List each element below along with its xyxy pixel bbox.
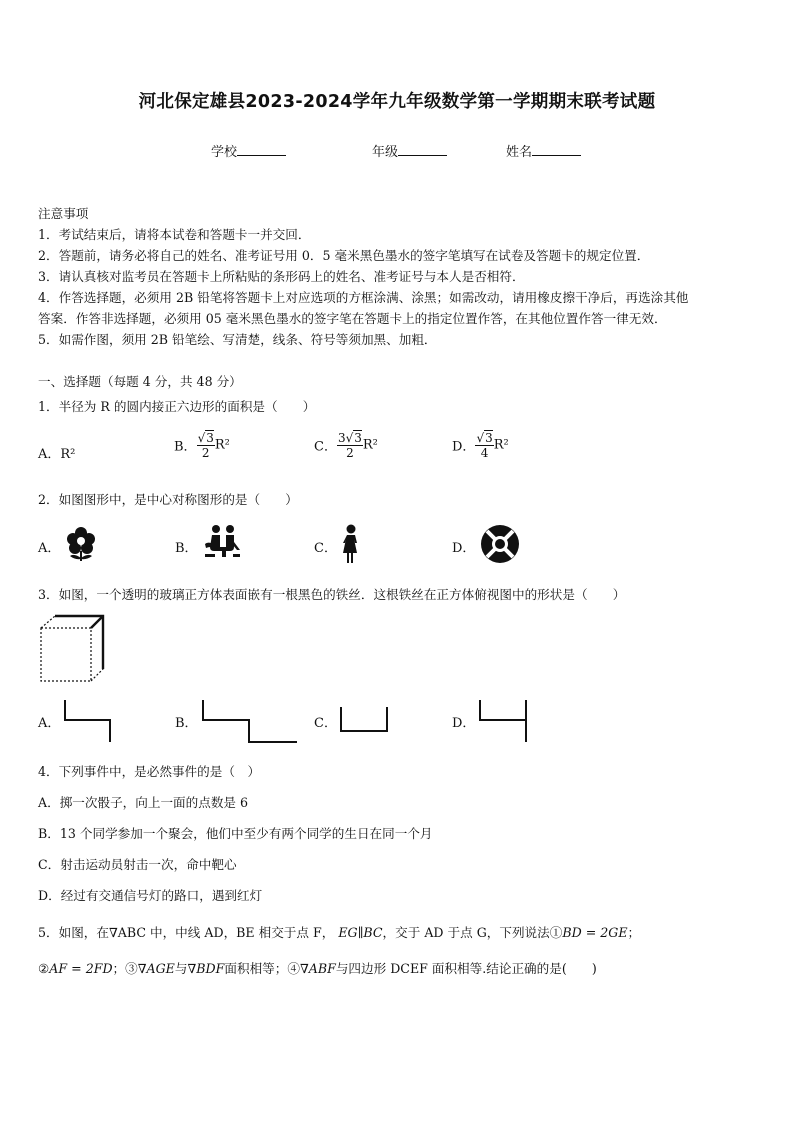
q5-text: 与∇ <box>174 961 197 976</box>
q1-b-radicand: 3 <box>206 431 214 445</box>
q4-option: C．射击运动员射击一次，命中靶心 <box>38 857 237 872</box>
section-heading: 一、选择题（每题 4 分，共 48 分） <box>38 374 242 389</box>
q1-c-den: 2 <box>346 446 354 460</box>
q3-shape-b <box>200 698 300 744</box>
q2-option-d-label: D． <box>452 541 476 556</box>
grade-label: 年级 <box>372 145 399 160</box>
name-field <box>506 141 581 160</box>
q5-math: BDF <box>196 961 225 976</box>
school-blank <box>237 143 286 156</box>
q1-b-label: B． <box>174 439 197 455</box>
q1-d-r2: R² <box>493 437 509 453</box>
q3-option-b-label: B． <box>175 716 198 731</box>
q1-d-fraction: $\frac{√3}{4}$ <box>476 431 493 460</box>
q1-c-r2: R² <box>362 437 378 453</box>
q3-option-c-label: C． <box>314 716 337 731</box>
q1-c-fraction: $\frac{3√3}{2}$ <box>337 431 362 460</box>
q1-c-label: C． <box>314 439 337 455</box>
q5-math: AGE <box>146 961 175 976</box>
q3-shape-c <box>338 705 392 735</box>
grade-blank <box>398 143 447 156</box>
q2-option-c-label: C． <box>314 541 337 556</box>
question-4-stem: 4．下列事件中，是必然事件的是（ ） <box>38 764 261 779</box>
question-5-line-2 <box>38 958 597 977</box>
notice-item: 1．考试结束后，请将本试卷和答题卡一并交回． <box>38 227 311 242</box>
q5-math: AF = 2FD <box>49 961 113 976</box>
q4-option: A．掷一次骰子，向上一面的点数是 6 <box>38 795 249 810</box>
q1-d-label: D． <box>452 439 476 455</box>
woman-icon <box>340 524 362 564</box>
school-field <box>211 141 286 160</box>
grade-field <box>372 141 447 160</box>
name-blank <box>532 143 581 156</box>
question-5-line-1 <box>38 922 640 941</box>
notice-item: 4．作答选择题，必须用 2B 铅笔将答题卡上对应选项的方框涂满、涂黑；如需改动，请用橡皮擦干净后，再选涂其他 <box>38 290 689 305</box>
q5-text: 5．如图，在∇ABC 中，中线 AD，BE 相交于点 F， <box>38 925 335 940</box>
q5-text: ，交于 AD 于点 G，下列说法① <box>382 925 563 940</box>
q3-shape-d <box>477 698 531 746</box>
q1-option-a: A．R² <box>38 447 76 462</box>
q1-b-r2: R² <box>214 437 230 453</box>
q4-option: B．13 个同学参加一个聚会，他们中至少有两个同学的生日在同一个月 <box>38 826 433 841</box>
q5-text: ； <box>627 925 641 940</box>
q5-text: ；③∇ <box>112 961 147 976</box>
name-label: 姓名 <box>506 145 533 160</box>
notice-item: 2．答题前，请务必将自己的姓名、准考证号用 0．5 毫米黑色墨水的签字笔填写在试卷及答题卡的规定位置． <box>38 248 650 263</box>
q3-shape-a <box>62 698 116 744</box>
notice-item: 3．请认真核对监考员在答题卡上所粘贴的条形码上的姓名、准考证号与本人是否相符． <box>38 269 525 284</box>
q5-math: EG∥BC <box>338 925 383 940</box>
notice-item: 答案．作答非选择题，必须用 05 毫米黑色墨水的签字笔在答题卡上的指定位置作答，在其他位置作答一律无效． <box>38 311 667 326</box>
cube-figure <box>38 614 106 684</box>
q5-text: 与四边形 DCEF 面积相等.结论正确的是( ) <box>335 961 597 976</box>
q5-text: ② <box>38 961 50 976</box>
flower-icon <box>64 525 98 563</box>
q4-option: D．经过有交通信号灯的路口，遇到红灯 <box>38 888 263 903</box>
q1-option-b <box>174 430 230 460</box>
q1-b-den: 2 <box>201 446 210 460</box>
q3-option-a-label: A． <box>38 716 61 731</box>
q2-option-a-label: A． <box>38 541 61 556</box>
q1-b-fraction: $\frac{√3}{2}$ <box>197 431 214 460</box>
q1-d-radicand: 3 <box>485 431 493 445</box>
people-sitting-icon <box>203 524 243 562</box>
question-3-stem: 3．如图，一个透明的玻璃正方体表面嵌有一根黑色的铁丝．这根铁丝在正方体俯视图中的形状是（ ） <box>38 587 626 602</box>
q1-option-d <box>452 430 509 460</box>
q5-text: 面积相等；④∇ <box>224 961 309 976</box>
q3-option-d-label: D． <box>452 716 476 731</box>
q1-d-den: 4 <box>480 446 489 460</box>
question-2-stem: 2．如图图形中，是中心对称图形的是（ ） <box>38 492 298 507</box>
q5-math: BD = 2GE <box>562 925 628 940</box>
school-label: 学校 <box>211 145 238 160</box>
notice-heading: 注意事项 <box>38 206 89 221</box>
page-title: 河北保定雄县2023-2024学年九年级数学第一学期期末联考试题 <box>138 92 656 112</box>
question-1-stem: 1．半径为 R 的圆内接正六边形的面积是（ ） <box>38 399 316 414</box>
q1-c-radicand: 3 <box>354 431 362 445</box>
q1-c-coef: 3 <box>337 431 346 445</box>
life-ring-icon <box>480 524 520 564</box>
notice-item: 5．如需作图，须用 2B 铅笔绘、写清楚，线条、符号等须加黑、加粗． <box>38 332 437 347</box>
q1-option-c <box>314 430 378 460</box>
q2-option-b-label: B． <box>175 541 198 556</box>
q5-math: ABF <box>308 961 336 976</box>
